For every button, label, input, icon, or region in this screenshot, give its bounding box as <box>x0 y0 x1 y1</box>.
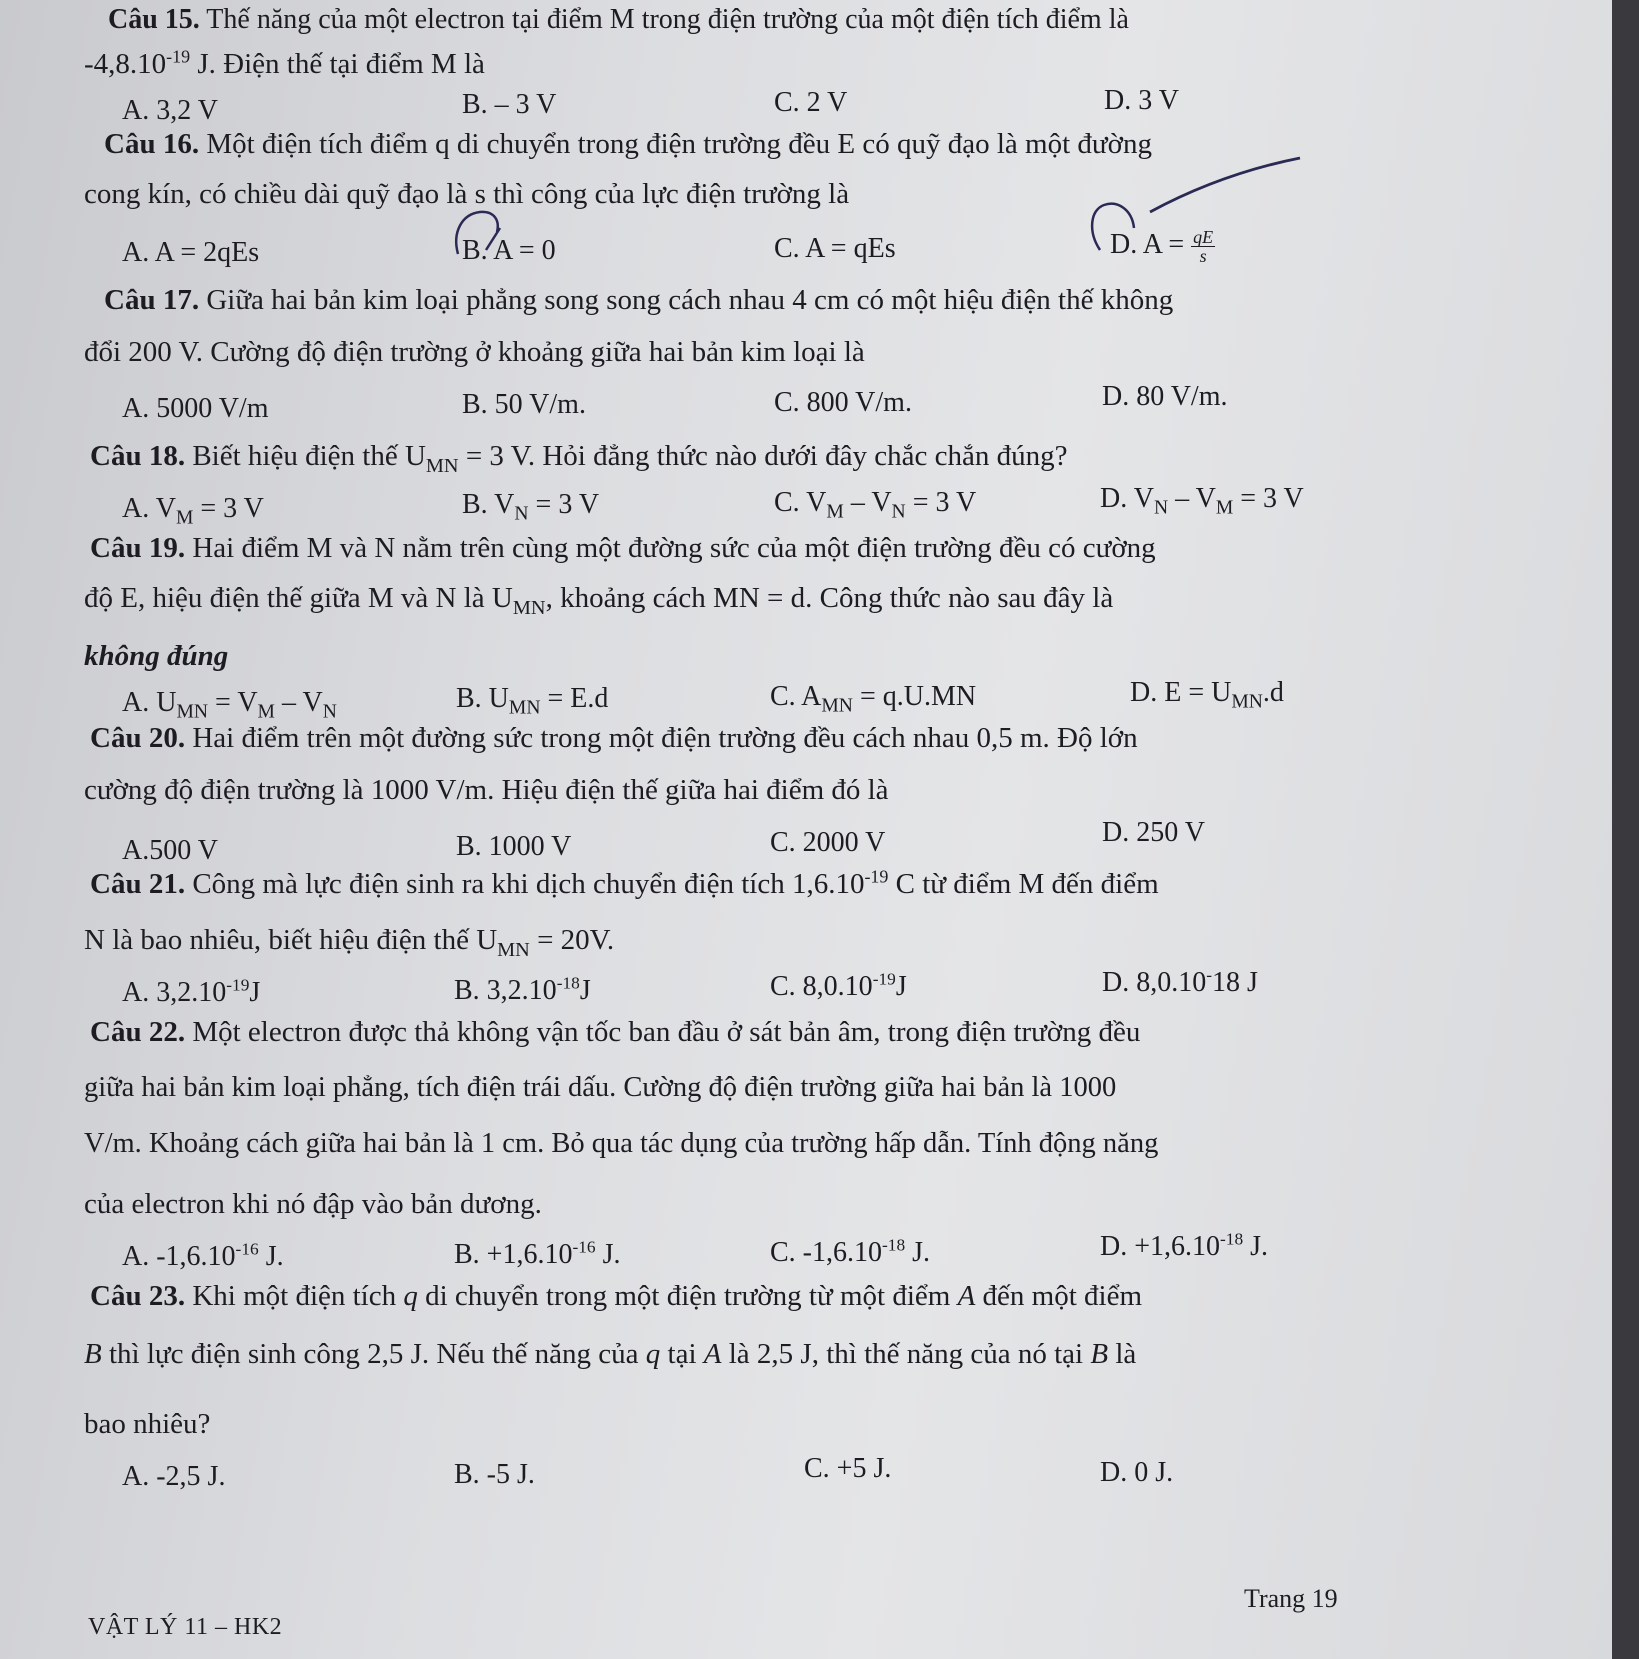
q23-line-3: bao nhiêu? <box>84 1408 211 1440</box>
q19-line-2: độ E, hiệu điện thế giữa M và N là $U_{MN}$, khoảng cách MN = d. Công thức nào sau đây là <box>84 582 1114 619</box>
q22-line-1: Câu 22. Một electron được thả không vận tốc ban đầu ở sát bản âm, trong điện trường đều <box>90 1016 1141 1048</box>
q17-option-a[interactable]: A. 5000 V/m <box>122 393 269 424</box>
q15-option-d[interactable]: D. 3 V <box>1104 85 1179 116</box>
fraction: $\frac{qE}{s}$ <box>1193 227 1214 267</box>
q22-option-d[interactable]: D. $+1,6.10^{-18}$ J. <box>1100 1229 1269 1262</box>
q20-option-b[interactable]: B. 1000 V <box>456 831 572 862</box>
q18-title: Câu 18. <box>90 440 186 472</box>
q21-option-c[interactable]: C. $8,0.10^{-19}J$ <box>770 969 907 1002</box>
q19-option-b[interactable]: B. $U_{MN} = E.d$ <box>456 683 609 719</box>
q19-option-c[interactable]: C. $A_{MN} = q.U.MN$ <box>770 681 977 717</box>
q19-line-1: Câu 19. Hai điểm M và N nằm trên cùng một đường sức của một điện trường đều có cường <box>90 532 1156 564</box>
q17-title: Câu 17. <box>104 284 200 316</box>
q18-option-a[interactable]: A. $V_M = 3$ V <box>122 493 264 529</box>
q16-option-a[interactable]: A. A = 2qEs <box>122 237 260 268</box>
q20-line-1: Câu 20. Hai điểm trên một đường sức trong một điện trường đều cách nhau 0,5 m. Độ lớn <box>90 722 1138 754</box>
q18-option-b[interactable]: B. $V_N = 3$ V <box>462 489 600 525</box>
q22-option-c[interactable]: C. $-1,6.10^{-18}$ J. <box>770 1235 931 1268</box>
page-number: Trang 19 <box>1244 1584 1338 1613</box>
q18-option-c[interactable]: C. $V_M - V_N = 3$ V <box>774 487 977 523</box>
pen-stroke-q16 <box>1150 158 1300 212</box>
subject-footer: VẬT LÝ 11 – HK2 <box>88 1614 283 1640</box>
q17-option-d[interactable]: D. 80 V/m. <box>1102 381 1228 412</box>
q15-line-1: Câu 15. Thế năng của một electron tại điểm M trong điện trường của một điện tích điểm là <box>108 4 1129 35</box>
q22-line-3: V/m. Khoảng cách giữa hai bản là 1 cm. Bỏ qua tác dụng của trường hấp dẫn. Tính động năng <box>84 1128 1159 1159</box>
q20-option-a[interactable]: A.500 V <box>122 835 218 866</box>
q22-option-a[interactable]: A. $-1,6.10^{-16}$ J. <box>122 1239 284 1272</box>
q23-option-d[interactable]: D. 0 J. <box>1100 1457 1174 1488</box>
q16-option-c[interactable]: C. A = qEs <box>774 233 896 264</box>
q22-line-2: giữa hai bản kim loại phẳng, tích điện trái dấu. Cường độ điện trường giữa hai bản là 1000 <box>84 1072 1117 1103</box>
q21-option-d[interactable]: D. 8,0.10-18 J <box>1102 965 1258 998</box>
q16-line-2: cong kín, có chiều dài quỹ đạo là s thì công của lực điện trường là <box>84 178 850 210</box>
q21-option-a[interactable]: A. $3,2.10^{-19}J$ <box>122 975 261 1008</box>
q17-line-1: Câu 17. Giữa hai bản kim loại phẳng song song cách nhau 4 cm có một hiệu điện thế không <box>104 284 1174 316</box>
q23-option-b[interactable]: B. -5 J. <box>454 1459 535 1490</box>
q19-title: Câu 19. <box>90 532 186 564</box>
q19-line-3: không đúng <box>84 640 229 672</box>
q15-title: Câu 15. <box>108 4 200 35</box>
q23-line-1: Câu 23. Khi một điện tích q di chuyển trong một điện trường từ một điểm A đến một điểm <box>90 1280 1143 1312</box>
q22-title: Câu 22. <box>90 1016 186 1048</box>
q17-option-c[interactable]: C. 800 V/m. <box>774 387 912 418</box>
q22-option-b[interactable]: B. $+1,6.10^{-16}$ J. <box>454 1237 621 1270</box>
q18-option-d[interactable]: D. $V_N - V_M = 3$ V <box>1100 483 1304 519</box>
pen-slash-q16-b <box>486 228 500 250</box>
q21-option-b[interactable]: B. $3,2.10^{-18}J$ <box>454 973 591 1006</box>
q15-option-a[interactable]: A. 3,2 V <box>122 95 218 126</box>
q23-option-a[interactable]: A. -2,5 J. <box>122 1461 226 1492</box>
q17-option-b[interactable]: B. 50 V/m. <box>462 389 586 420</box>
q16-option-d[interactable]: D. A = $\frac{qE}{s}$ <box>1110 227 1214 267</box>
q21-title: Câu 21. <box>90 868 186 900</box>
q20-option-d[interactable]: D. 250 V <box>1102 817 1205 848</box>
q21-line-2: N là bao nhiêu, biết hiệu điện thế $U_{MN} = 20V$. <box>84 924 615 961</box>
q19-option-d[interactable]: D. $E = U_{MN}.d$ <box>1130 677 1284 713</box>
q20-option-c[interactable]: C. 2000 V <box>770 827 886 858</box>
q20-line-2: cường độ điện trường là 1000 V/m. Hiệu điện thế giữa hai điểm đó là <box>84 774 889 806</box>
q16-line-1: Câu 16. Một điện tích điểm q di chuyển trong điện trường đều E có quỹ đạo là một đường <box>104 128 1152 160</box>
q18-line-1: Câu 18. Biết hiệu điện thế $U_{MN} = 3$ V. Hỏi đẳng thức nào dưới đây chắc chắn đúng? <box>90 440 1068 477</box>
q21-line-1: Câu 21. Công mà lực điện sinh ra khi dịch chuyển điện tích $1,6.10^{-19}$ C từ điểm M đến điểm <box>90 866 1159 900</box>
q15-option-b[interactable]: B. – 3 V <box>462 89 557 120</box>
q15-option-c[interactable]: C. 2 V <box>774 87 848 118</box>
q22-line-4: của electron khi nó đập vào bản dương. <box>84 1188 542 1220</box>
q19-option-a[interactable]: A. $U_{MN} = V_M - V_N$ <box>122 687 337 723</box>
q23-option-c[interactable]: C. +5 J. <box>804 1453 892 1484</box>
pen-circle-q16-b <box>456 212 497 254</box>
q23-title: Câu 23. <box>90 1280 186 1312</box>
q23-line-2: B thì lực điện sinh công 2,5 J. Nếu thế năng của q tại A là 2,5 J, thì thế năng của nó tại B là <box>84 1338 1137 1370</box>
q15-line-2: $-4,8.10^{-19}$ J. Điện thế tại điểm M là <box>84 46 485 80</box>
q16-title: Câu 16. <box>104 128 200 160</box>
q20-title: Câu 20. <box>90 722 186 754</box>
q17-line-2: đổi 200 V. Cường độ điện trường ở khoảng giữa hai bản kim loại là <box>84 336 865 368</box>
pen-circle-q16-d <box>1092 204 1134 250</box>
q16-option-b[interactable]: B. A = 0 <box>462 235 556 266</box>
